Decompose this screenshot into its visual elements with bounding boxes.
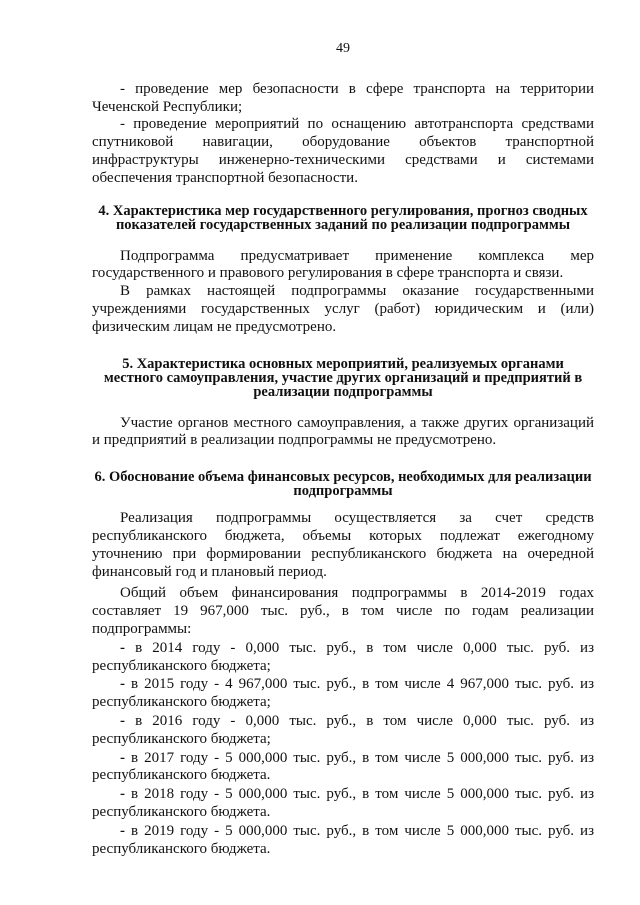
dash-marker: - [120,822,125,839]
funding-year-text: в 2014 году - 0,000 тыс. руб., в том числе 0,000 тыс. руб. из республиканского бюджета; [92,639,594,674]
section-6-paragraph-1: Реализация подпрограммы осуществляется за счет средств республиканского бюджета, объемы которых подлежат ежегодному уточнению при формировании республиканского бюджета на очередной финансовый год и плановый период. [92,510,594,580]
dash-marker: - [120,786,125,803]
funding-year-item [92,823,594,859]
section-6-paragraph-2: Общий объем финансирования подпрограммы в 2014-2019 годах составляет 19 967,000 тыс. руб., в том числе по годам реализации подпрограммы: [92,585,594,637]
section-4-heading: 4. Характеристика мер государственного регулирования, прогноз сводных показателей государственных заданий по реализации подпрограммы [98,202,588,233]
funding-year-text: в 2016 году - 0,000 тыс. руб., в том числе 0,000 тыс. руб. из республиканского бюджета; [92,712,594,747]
section-6-heading: 6. Обоснование объема финансовых ресурсов, необходимых для реализации подпрограммы [94,469,592,500]
funding-year-item [92,786,594,822]
funding-year-text: в 2015 году - 4 967,000 тыс. руб., в том числе 4 967,000 тыс. руб. из республиканского бюджета; [92,676,594,711]
funding-year-item [92,713,594,749]
intro-paragraph-2: - проведение мероприятий по оснащению автотранспорта средствами спутниковой навигации, оборудование объектов транспортной инфраструктуры инженерно-техническими средствами и системами обеспечения транспортной безопасности. [92,116,594,186]
dash-marker: - [120,749,125,766]
funding-year-text: в 2017 году - 5 000,000 тыс. руб., в том числе 5 000,000 тыс. руб. из республиканского бюджета. [92,749,594,784]
section-4-paragraph-1: Подпрограмма предусматривает применение комплекса мер государственного и правового регулирования в сфере транспорта и связи. [92,247,594,282]
section-5-paragraph-1: Участие органов местного самоуправления, а также других организаций и предприятий в реализации подпрограммы не предусмотрено. [92,414,594,449]
funding-year-item [92,640,594,676]
funding-year-item [92,676,594,712]
section-4-paragraph-2: В рамках настоящей подпрограммы оказание государственными учреждениями государственных услуг (работ) юридическим и (или) физическим лицам не предусмотрено. [92,283,594,335]
dash-marker: - [120,676,125,693]
intro-paragraph-1: - проведение мер безопасности в сфере транспорта на территории Чеченской Республики; [92,80,594,115]
dash-marker: - [120,712,125,729]
funding-year-text: в 2018 году - 5 000,000 тыс. руб., в том числе 5 000,000 тыс. руб. из республиканского бюджета. [92,786,594,820]
section-5-heading: 5. Характеристика основных мероприятий, реализуемых органами местного самоуправления, участие других организаций и предприятий в реализации подпрограммы [103,355,583,400]
funding-year-item [92,750,594,786]
dash-marker: - [120,639,125,656]
funding-year-text: в 2019 году - 5 000,000 тыс. руб., в том числе 5 000,000 тыс. руб. из республиканского бюджета. [92,822,594,857]
page-number: 49 [336,41,350,56]
